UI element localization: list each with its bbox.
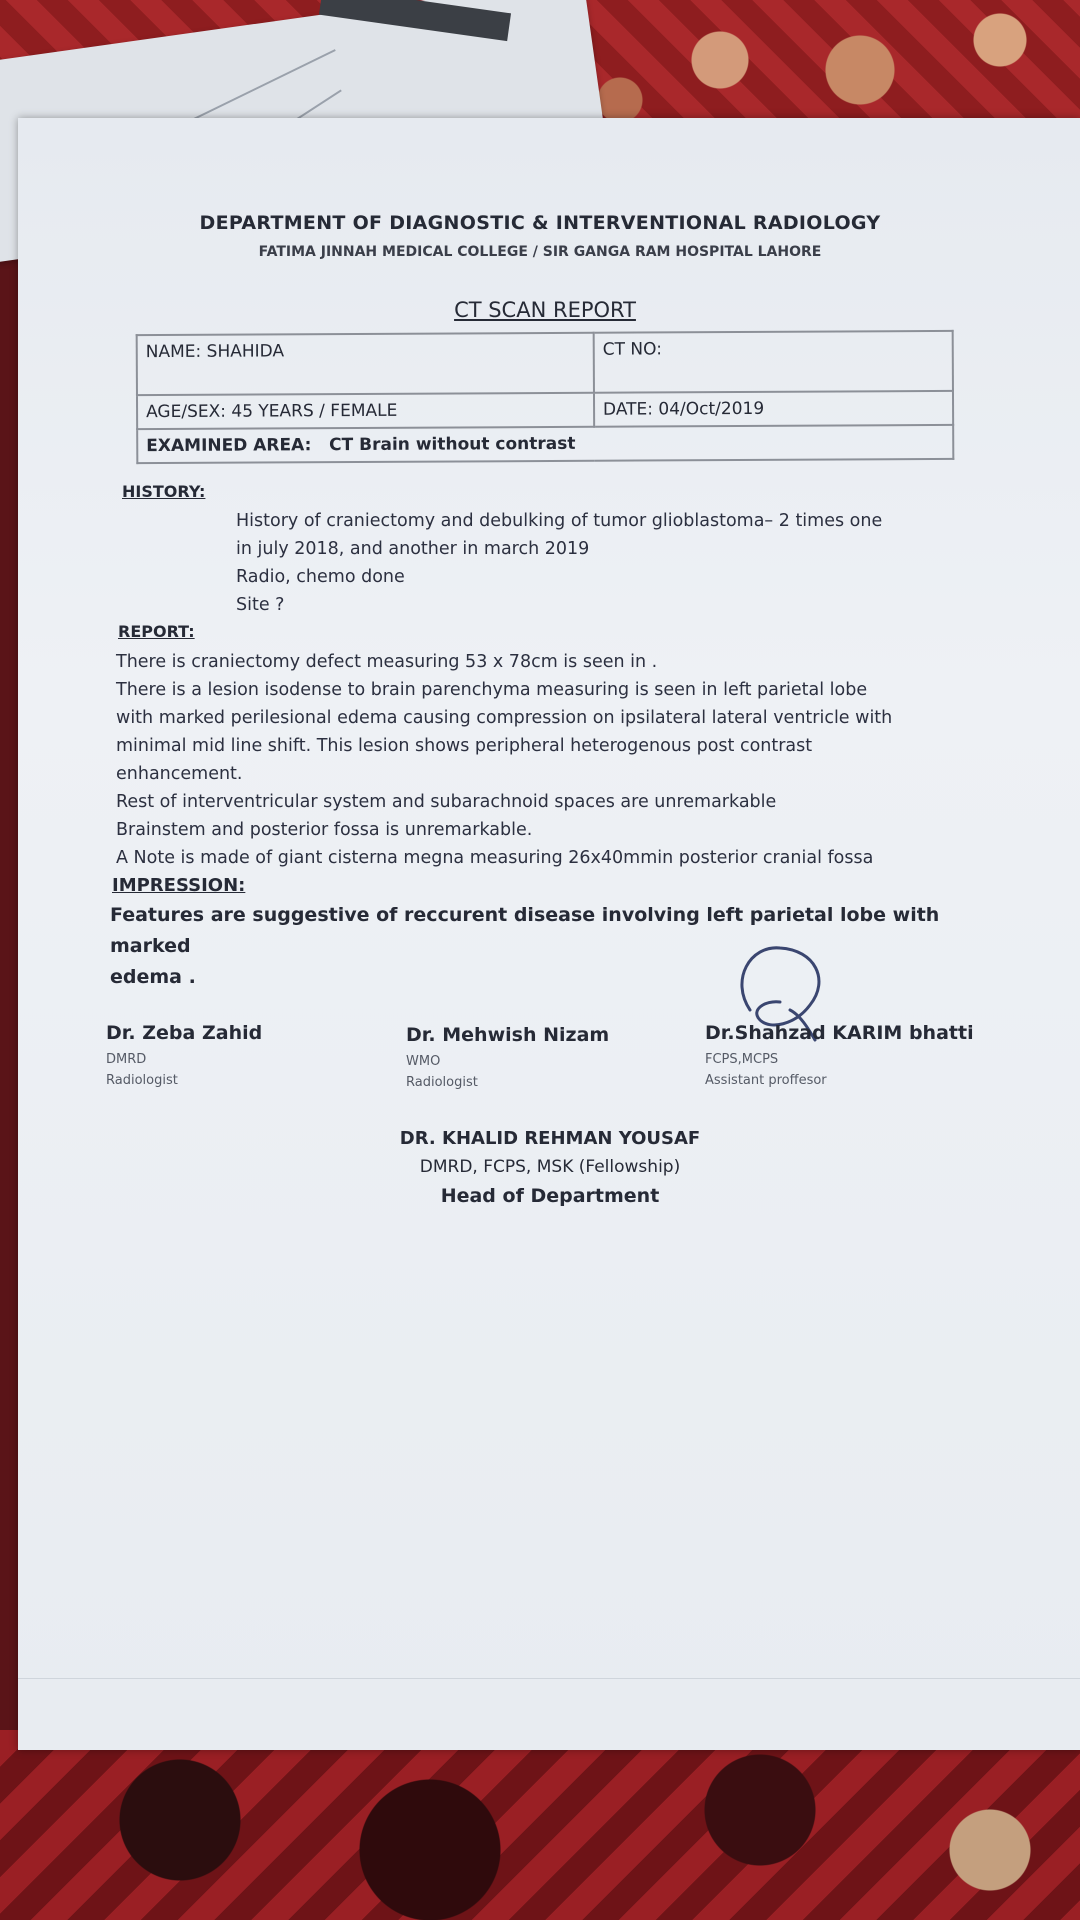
history-line: Radio, chemo done bbox=[236, 567, 405, 587]
signatory-name: Dr.Shahzad KARIM bhatti bbox=[705, 1022, 974, 1044]
history-line: in july 2018, and another in march 2019 bbox=[236, 539, 590, 559]
report-line: Rest of interventricular system and subarachnoid spaces are unremarkable bbox=[116, 792, 777, 812]
report-line: with marked perilesional edema causing compression on ipsilateral lateral ventricle with bbox=[116, 708, 893, 728]
signatory-role: Assistant proffesor bbox=[705, 1073, 827, 1088]
report-title: CT SCAN REPORT bbox=[454, 298, 636, 322]
hod-qualification: DMRD, FCPS, MSK (Fellowship) bbox=[419, 1157, 681, 1177]
signatory-name: Dr. Mehwish Nizam bbox=[406, 1024, 610, 1046]
history-text bbox=[236, 507, 882, 619]
report-line: minimal mid line shift. This lesion shows peripheral heterogenous post contrast bbox=[116, 736, 813, 756]
report-line: There is craniectomy defect measuring 53 x 78cm is seen in . bbox=[116, 652, 658, 672]
patient-name: NAME: SHAHIDA bbox=[145, 341, 285, 363]
hod-title: Head of Department bbox=[440, 1185, 660, 1207]
signatory-role: Radiologist bbox=[406, 1075, 478, 1090]
report-line: A Note is made of giant cisterna megna measuring 26x40mmin posterior cranial fossa bbox=[116, 848, 874, 868]
signatory-1 bbox=[106, 1022, 262, 1088]
signatory-2 bbox=[406, 1024, 609, 1090]
impression-text bbox=[110, 900, 990, 993]
age-sex-cell bbox=[137, 393, 594, 429]
history-heading: HISTORY: bbox=[122, 482, 206, 501]
impression-line: edema . bbox=[110, 966, 196, 988]
signatory-3 bbox=[705, 1022, 974, 1088]
ct-number-cell bbox=[594, 331, 953, 393]
report-date: DATE: 04/Oct/2019 bbox=[602, 398, 765, 420]
age-sex: AGE/SEX: 45 YEARS / FEMALE bbox=[146, 400, 398, 423]
report-line: enhancement. bbox=[116, 764, 243, 784]
report-line: There is a lesion isodense to brain parenchyma measuring is seen in left parietal lobe bbox=[116, 680, 868, 700]
impression-heading: IMPRESSION: bbox=[112, 875, 246, 896]
head-of-department-block bbox=[360, 1128, 740, 1207]
examined-area-label: EXAMINED AREA: bbox=[146, 435, 312, 457]
examined-area-cell bbox=[137, 425, 953, 463]
hod-name: DR. KHALID REHMAN YOUSAF bbox=[399, 1128, 701, 1149]
signatory-qualification: FCPS,MCPS bbox=[705, 1052, 779, 1067]
report-heading: REPORT: bbox=[118, 622, 195, 641]
history-line: History of craniectomy and debulking of tumor glioblastoma– 2 times one bbox=[236, 511, 883, 531]
report-findings bbox=[116, 648, 892, 872]
history-line: Site ? bbox=[236, 595, 285, 615]
report-line: Brainstem and posterior fossa is unremarkable. bbox=[116, 820, 533, 840]
impression-line: Features are suggestive of reccurent disease involving left parietal lobe with marked bbox=[110, 904, 940, 957]
institution-heading: FATIMA JINNAH MEDICAL COLLEGE / SIR GANGA RAM HOSPITAL LAHORE bbox=[258, 244, 822, 260]
patient-name-cell bbox=[137, 333, 594, 395]
patient-info-table bbox=[136, 330, 955, 464]
ct-number: CT NO: bbox=[602, 339, 662, 360]
signatory-qualification: WMO bbox=[406, 1054, 441, 1069]
department-heading: DEPARTMENT OF DIAGNOSTIC & INTERVENTIONAL RADIOLOGY bbox=[199, 212, 881, 234]
signatory-qualification: DMRD bbox=[106, 1052, 147, 1067]
date-cell bbox=[594, 391, 953, 427]
signatory-role: Radiologist bbox=[106, 1073, 178, 1088]
signatory-name: Dr. Zeba Zahid bbox=[106, 1022, 263, 1044]
examined-area-value: CT Brain without contrast bbox=[329, 433, 576, 456]
